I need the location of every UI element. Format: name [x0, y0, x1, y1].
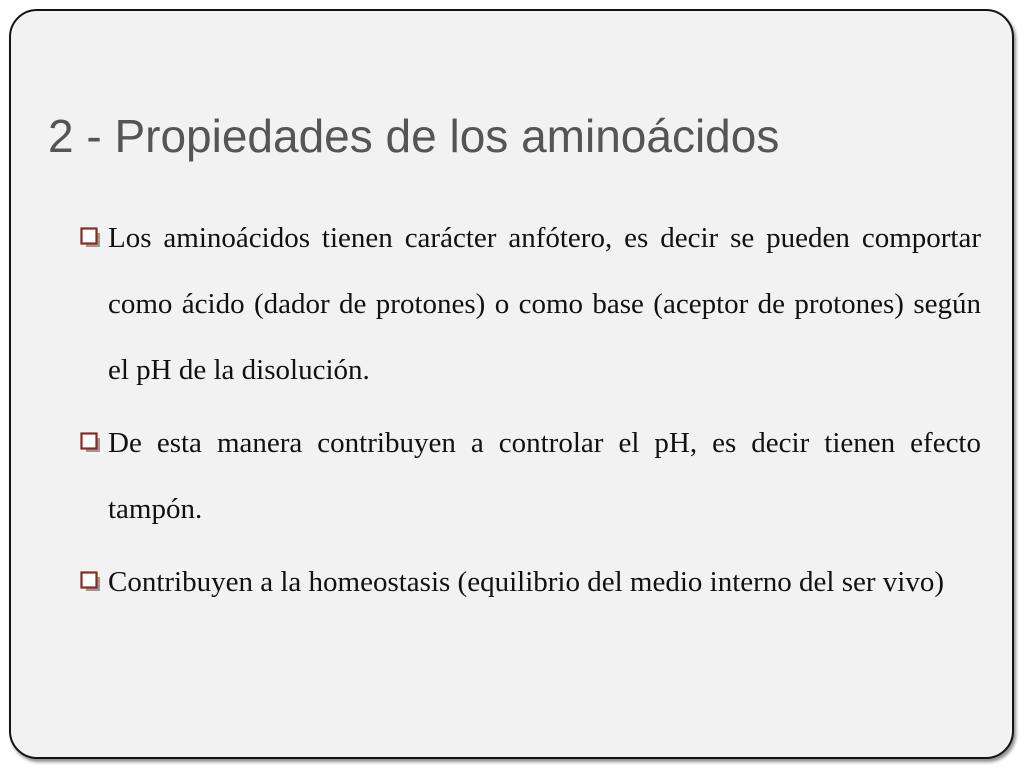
bullet-item — [80, 410, 981, 542]
bullet-text: Contribuyen a la homeostasis (equilibrio del medio interno del ser vivo) — [108, 566, 944, 598]
checkbox-square-icon — [80, 227, 101, 248]
checkbox-square-icon — [80, 571, 101, 592]
bullet-item — [80, 549, 981, 615]
checkbox-square-icon — [80, 432, 101, 453]
bullet-text: Los aminoácidos tienen carácter anfótero, es decir se pueden comportar como ácido (dador de protones) o como base (aceptor de protones) según el pH de la disolución. — [108, 222, 981, 386]
bullet-item — [80, 205, 981, 403]
bullet-list — [80, 205, 981, 622]
slide-title: 2 - Propiedades de los aminoácidos — [48, 110, 780, 162]
bullet-text: De esta manera contribuyen a controlar el pH, es decir tienen efecto tampón. — [108, 427, 981, 525]
